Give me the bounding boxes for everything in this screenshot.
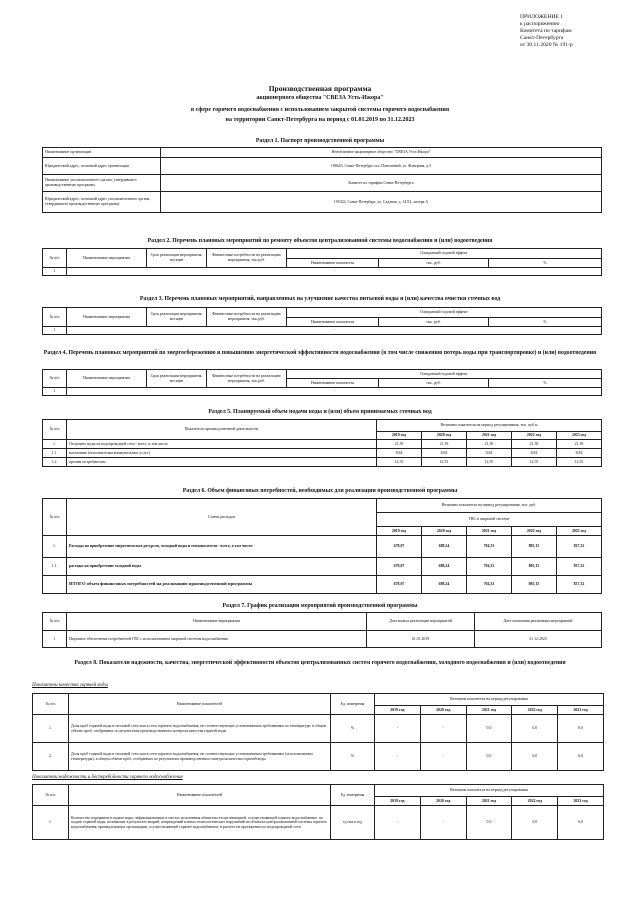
cell: % bbox=[331, 715, 375, 743]
cell: Комитет по тарифам Санкт-Петербурга bbox=[161, 175, 602, 192]
header-cell: № п/п bbox=[43, 370, 67, 388]
cell: Расходы на приобретение энергетических ресурсов, холодной воды и теплоносителя - всего, в том числе: bbox=[67, 536, 377, 558]
header-cell: Наименование показателя bbox=[287, 259, 379, 268]
cell: ИТОГО объем финансовых потребностей на реализацию производственной программы bbox=[67, 576, 377, 594]
cell: 01.01.2019 bbox=[367, 631, 475, 648]
cell: Доля проб горячей воды в тепловой сети или в сети горячего водоснабжения, не соответствующих установленным требованиям по температуре, в общем объеме проб, отобранных по результатам производственного контроля качества горячей воды bbox=[69, 715, 331, 743]
schedule-table bbox=[42, 612, 602, 648]
cell: 21,39 bbox=[467, 440, 512, 449]
cell: 0,0 bbox=[466, 806, 512, 840]
year-cell: 2023 год bbox=[558, 706, 604, 715]
table-row bbox=[43, 175, 602, 192]
table-row bbox=[43, 631, 602, 648]
header-cell: Срок реализации мероприятия, месяцев bbox=[147, 370, 207, 388]
cell: 12,55 bbox=[422, 458, 467, 467]
cell: 1. bbox=[43, 440, 67, 449]
cell: 0,0 bbox=[558, 743, 604, 771]
year-cell: 2022 год bbox=[512, 706, 558, 715]
table-row bbox=[43, 440, 602, 449]
cell: 8,84 bbox=[512, 449, 557, 458]
header-cell: № п/п bbox=[43, 613, 67, 631]
header-cell: Срок реализации мероприятия, месяцев bbox=[147, 249, 207, 268]
table-row bbox=[43, 148, 602, 158]
cell: 0,0 bbox=[466, 743, 512, 771]
header-cell: Величина показателя на период регулирования bbox=[375, 694, 604, 706]
cell: 688,24 bbox=[421, 576, 466, 594]
appendix-line: Санкт-Петербурга bbox=[520, 35, 564, 41]
section-5-title: Раздел 5. Планируемый объем подачи воды и (или) объем принимаемых сточных вод bbox=[208, 409, 432, 415]
header-cell: Финансовые потребности на реализацию мероприятия, тыс.руб. bbox=[207, 370, 287, 388]
header-cell: № п/п bbox=[33, 694, 69, 715]
header-cell: № п/п bbox=[43, 308, 67, 327]
header-cell: Величина показателя на период регулирования, тыс. руб. bbox=[377, 499, 602, 513]
subsection-title: Показатели надежности и бесперебойности горячего водоснабжения bbox=[32, 775, 183, 780]
year-cell: 2022 год bbox=[512, 432, 557, 440]
cell: 196643, Санкт-Петербург, пос.Понтонный, ул. Фанерная, д.5 bbox=[161, 158, 602, 175]
cell: 1.2. bbox=[43, 458, 67, 467]
table-row bbox=[43, 327, 602, 335]
table-row bbox=[43, 268, 602, 276]
cell: 0,0 bbox=[558, 806, 604, 840]
table-row bbox=[43, 536, 602, 558]
cell: 21,39 bbox=[557, 440, 602, 449]
header-cell: % bbox=[489, 259, 602, 268]
cell: 12,55 bbox=[557, 458, 602, 467]
header-cell: тыс. руб. bbox=[379, 379, 489, 388]
cell: Доля проб горячей воды в тепловой сети или в сети горячего водоснабжения, не соответствующих установленным требованиям (за исключением температуры), в общем объеме проб, отобранных по результатам производственного контроля качества горячей воды bbox=[69, 743, 331, 771]
cell: - bbox=[375, 715, 421, 743]
cell: 805,15 bbox=[511, 536, 556, 558]
section-1-title: Раздел 1. Паспорт производственной программы bbox=[255, 138, 385, 144]
cell: 31.12.2023 bbox=[475, 631, 602, 648]
cell: 1. bbox=[33, 715, 69, 743]
header-cell: № п/п bbox=[43, 420, 67, 440]
volume-table bbox=[42, 419, 602, 467]
year-cell: 2021 год bbox=[466, 527, 511, 536]
cell: - bbox=[375, 743, 421, 771]
header-cell: % bbox=[489, 379, 602, 388]
cell: - bbox=[420, 715, 466, 743]
header-cell: Наименование показателя bbox=[287, 379, 379, 388]
table-row bbox=[33, 715, 604, 743]
table-row bbox=[43, 158, 602, 175]
cell: 191023, Санкт-Петербург, ул. Садовая, д. 14/52, литера А bbox=[161, 192, 602, 213]
cell: - bbox=[67, 388, 602, 396]
header-cell: Финансовые потребности на реализацию мероприятия, тыс.руб. bbox=[207, 308, 287, 327]
header-cell: Статьи расходов bbox=[67, 499, 377, 536]
cell: 1 bbox=[43, 327, 67, 335]
cell: 837,32 bbox=[556, 536, 601, 558]
program-org: акционерного общества "СВЕЗА Усть-Ижора" bbox=[256, 95, 384, 101]
year-cell: 2022 год bbox=[511, 527, 556, 536]
cell: ед./км в год bbox=[331, 806, 375, 840]
header-cell: Наименование показателя bbox=[287, 318, 379, 327]
subsection-title: Показатели качества горячей воды bbox=[32, 683, 108, 688]
section-2-title: Раздел 2. Перечень плановых мероприятий по ремонту объектов централизованной системы водоснабжения и (или) водоотведения bbox=[147, 238, 493, 244]
appendix-line: к распоряжению bbox=[520, 21, 560, 27]
program-title: Производственная программа bbox=[268, 84, 372, 93]
header-cell: Срок реализации мероприятия, месяцев bbox=[147, 308, 207, 327]
cell: - bbox=[420, 743, 466, 771]
cell: 688,24 bbox=[421, 558, 466, 576]
total-row bbox=[43, 576, 602, 594]
quality-indicators-table bbox=[32, 693, 604, 771]
table-row bbox=[43, 558, 602, 576]
appendix-line: ПРИЛОЖЕНИЕ 1 bbox=[520, 14, 564, 20]
cell: 2. bbox=[33, 743, 69, 771]
cell: 12,55 bbox=[512, 458, 557, 467]
header-cell: № п/п bbox=[33, 785, 69, 806]
header-cell: Наименование показателей bbox=[69, 694, 331, 715]
year-cell: 2020 год bbox=[420, 797, 466, 806]
year-cell: 2021 год bbox=[466, 797, 512, 806]
reliability-table bbox=[32, 784, 604, 840]
cell: 1 bbox=[43, 268, 67, 276]
header-cell: % bbox=[489, 318, 602, 327]
header-cell: Величина показателя на период регулирования bbox=[375, 785, 604, 797]
year-cell: 2023 год bbox=[557, 432, 602, 440]
section-7-title: Раздел 7. График реализации мероприятий производственной программы bbox=[222, 603, 418, 609]
cell: - bbox=[67, 268, 602, 276]
header-cell: Финансовые потребности на реализацию мероприятия, тыс.руб. bbox=[207, 249, 287, 268]
cell: Наименование уполномоченного органа, утвердившего производственную программу bbox=[43, 175, 161, 192]
header-cell: Ожидаемый годовой эффект bbox=[287, 370, 602, 379]
table-row bbox=[43, 449, 602, 458]
year-cell: 2020 год bbox=[420, 706, 466, 715]
appendix-block bbox=[520, 14, 632, 49]
energy-table bbox=[42, 369, 602, 396]
table-row bbox=[43, 388, 602, 396]
header-cell: Дата начала реализации мероприятий bbox=[367, 613, 475, 631]
header-cell: Показатели производственной деятельности bbox=[67, 420, 377, 440]
header-cell: Наименование мероприятия bbox=[67, 370, 147, 388]
cell: - bbox=[375, 806, 421, 840]
cell: Количество перерывов в подаче воды, зафиксированных в местах исполнения обязательств организацией, осуществляющей горячее водоснабжение, по подаче горячей воды, возникших в результате аварий, повреждений и иных технологических нарушений на объектах централизованной системы горячего водоснабжения, принадлежащих организации, осуществляющей горячее водоснабжение, в расчете на протяженность водопроводной сети bbox=[69, 806, 331, 840]
cell: 1 bbox=[43, 631, 67, 648]
year-cell: 2023 год bbox=[556, 527, 601, 536]
repair-table bbox=[42, 248, 602, 276]
cell: 0,0 bbox=[512, 743, 558, 771]
cell: прочим потребителям bbox=[67, 458, 377, 467]
year-cell: 2019 год bbox=[375, 706, 421, 715]
cell: 12,55 bbox=[467, 458, 512, 467]
cell: 12,55 bbox=[377, 458, 422, 467]
header-cell: Величина показателя на период регулирования, тыс. куб.м bbox=[377, 420, 602, 432]
header-cell: тыс. руб. bbox=[379, 259, 489, 268]
program-period: на территории Санкт-Петербурга на период с 01.01.2019 по 31.12.2023 bbox=[225, 117, 415, 123]
cell: - bbox=[420, 806, 466, 840]
cell: 805,15 bbox=[511, 576, 556, 594]
year-cell: 2023 год bbox=[558, 797, 604, 806]
cell: 837,32 bbox=[556, 558, 601, 576]
table-row bbox=[33, 743, 604, 771]
cell: Юридический адрес, почтовый адрес организации bbox=[43, 158, 161, 175]
header-cell: тыс. руб. bbox=[379, 318, 489, 327]
header-cell: Наименование мероприятия bbox=[67, 249, 147, 268]
table-row bbox=[43, 192, 602, 213]
section-3-title: Раздел 3. Перечень плановых мероприятий, направленных на улучшение качества питьевой воды и (или) качества очистки сточных вод bbox=[139, 296, 501, 302]
cell: Непубличное акционерное общество "СВЕЗА Усть-Ижора" bbox=[161, 148, 602, 158]
table-row bbox=[33, 806, 604, 840]
cell: 21,39 bbox=[512, 440, 557, 449]
cell: расходы на приобретение холодной воды bbox=[67, 558, 377, 576]
cell: 1 bbox=[43, 388, 67, 396]
finance-table bbox=[42, 498, 602, 594]
appendix-line: от 30.11.2020 № 191-р bbox=[520, 42, 573, 48]
header-cell: Ожидаемый годовой эффект bbox=[287, 308, 602, 318]
cell: 0,0 bbox=[512, 715, 558, 743]
cell: 1. bbox=[33, 806, 69, 840]
section-8-title: Раздел 8. Показатели надежности, качества, энергетической эффективности объектов централизованных систем горячего водоснабжения, холодного водоснабжения и (или) водоотведения bbox=[74, 660, 566, 666]
cell: 8,84 bbox=[467, 449, 512, 458]
cell: 678,07 bbox=[377, 536, 422, 558]
header-cell: № п/п bbox=[43, 499, 67, 536]
header-cell: Наименование показателей bbox=[69, 785, 331, 806]
cell: 678,07 bbox=[377, 558, 422, 576]
cell: 21,39 bbox=[377, 440, 422, 449]
quality-measures-table bbox=[42, 307, 602, 335]
section-6-title: Раздел 6. Объем финансовых потребностей, необходимых для реализации производственной программы bbox=[182, 488, 458, 494]
table-row bbox=[43, 458, 602, 467]
header-cell: Ед. измерения bbox=[331, 694, 375, 715]
cell: 805,15 bbox=[511, 558, 556, 576]
program-scope: в сфере горячего водоснабжения с использованием закрытой системы горячего водоснабжения bbox=[190, 107, 450, 113]
cell: 8,84 bbox=[557, 449, 602, 458]
cell: 1. bbox=[43, 536, 67, 558]
appendix-line: Комитета по тарифам bbox=[520, 28, 572, 34]
cell: 0,0 bbox=[466, 715, 512, 743]
passport-table bbox=[42, 147, 602, 213]
header-cell: Ед. измерения bbox=[331, 785, 375, 806]
year-cell: 2021 год bbox=[467, 432, 512, 440]
cell: % bbox=[331, 743, 375, 771]
header-cell: Наименование мероприятия bbox=[67, 308, 147, 327]
cell: 704,33 bbox=[466, 576, 511, 594]
cell: 704,33 bbox=[466, 558, 511, 576]
cell: 21,39 bbox=[422, 440, 467, 449]
year-cell: 2020 год bbox=[421, 527, 466, 536]
cell: 1.1. bbox=[43, 449, 67, 458]
cell: 1.1. bbox=[43, 558, 67, 576]
cell: 688,24 bbox=[421, 536, 466, 558]
cell: 8,84 bbox=[422, 449, 467, 458]
header-cell: Наименование мероприятия bbox=[67, 613, 367, 631]
year-cell: 2021 год bbox=[466, 706, 512, 715]
header-cell: № п/п bbox=[43, 249, 67, 268]
cell: 837,32 bbox=[556, 576, 601, 594]
cell: Надежное обеспечение потребителей ГВС с использованием закрытой системы водоснабжения bbox=[67, 631, 367, 648]
cell: - bbox=[67, 327, 602, 335]
year-cell: 2019 год bbox=[377, 527, 422, 536]
cell: населению (исполнителям коммунальных услуг) bbox=[67, 449, 377, 458]
year-cell: 2019 год bbox=[375, 797, 421, 806]
cell: 0,0 bbox=[512, 806, 558, 840]
header-cell: ГВС в закрытой системе bbox=[377, 513, 602, 527]
header-cell: Ожидаемый годовой эффект bbox=[287, 249, 602, 259]
cell: 704,33 bbox=[466, 536, 511, 558]
cell: 0,0 bbox=[558, 715, 604, 743]
year-cell: 2022 год bbox=[512, 797, 558, 806]
year-cell: 2019 год bbox=[377, 432, 422, 440]
cell: 8,84 bbox=[377, 449, 422, 458]
cell: 678,07 bbox=[377, 576, 422, 594]
header-cell: Дата окончания реализации мероприятий bbox=[475, 613, 602, 631]
cell: Отпущено воды из водопроводной сети - всего, в том числе bbox=[67, 440, 377, 449]
section-4-title: Раздел 4. Перечень плановых мероприятий по энергосбережению и повышению энергетической эффективности водоснабжения (в том числе снижению потерь воды при транспортировке) и (или) водоотведения bbox=[43, 350, 597, 356]
cell: Наименование организации bbox=[43, 148, 161, 158]
cell: Юридический адрес, почтовый адрес уполномоченного органа, утвердившего производственную программу bbox=[43, 192, 161, 213]
year-cell: 2020 год bbox=[422, 432, 467, 440]
